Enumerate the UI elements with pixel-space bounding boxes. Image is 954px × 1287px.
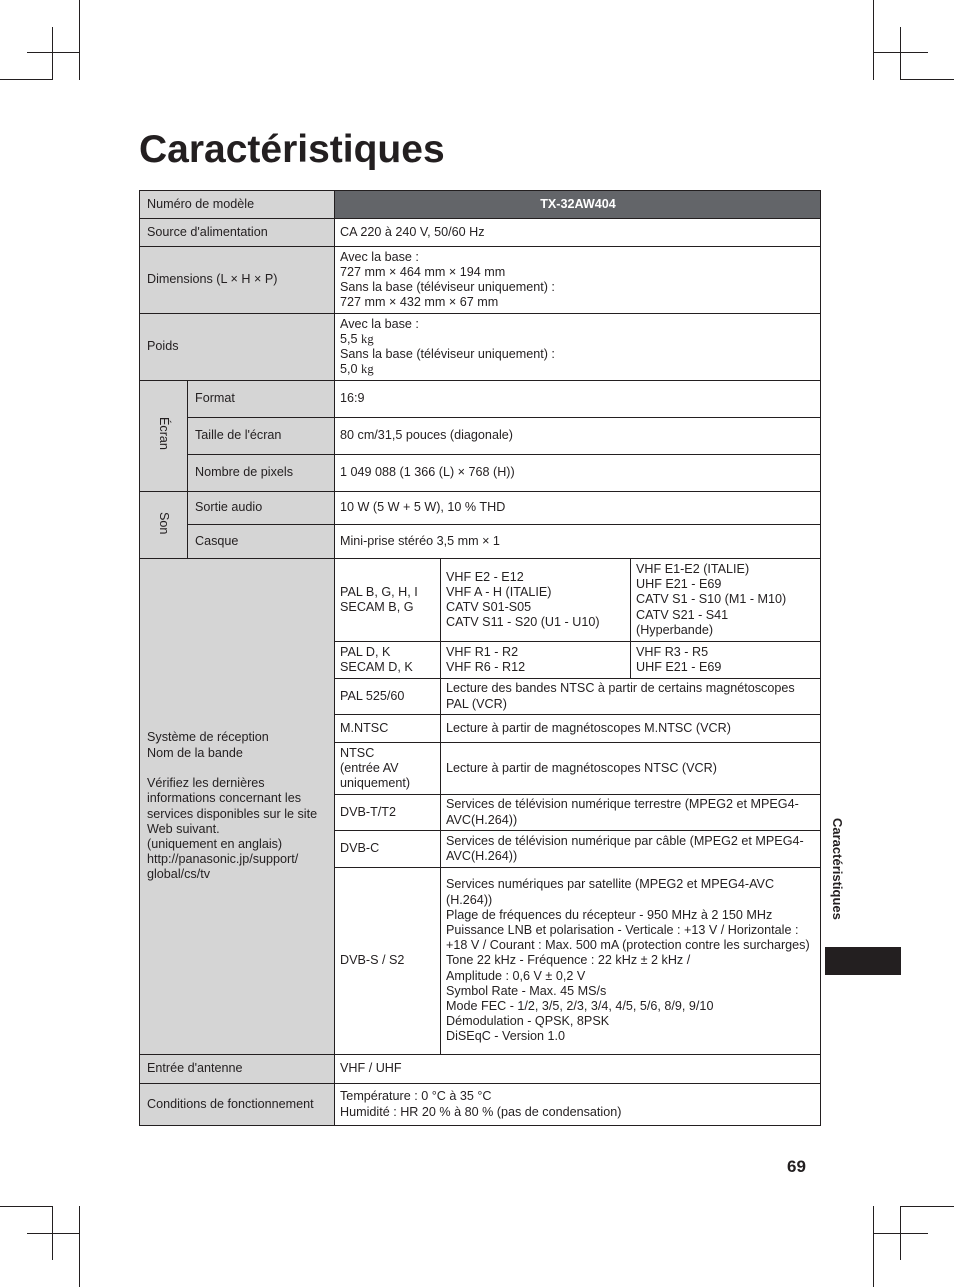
reception-system: DVB-T/T2: [335, 795, 441, 831]
weight-line: Avec la base :: [340, 316, 419, 331]
table-row: [140, 314, 821, 381]
table-row: [140, 191, 821, 219]
crop-mark: [873, 0, 874, 80]
section-side-label: Caractéristiques: [830, 818, 845, 920]
crop-mark: [900, 1206, 954, 1207]
audio-output-value: 10 W (5 W + 5 W), 10 % THD: [335, 492, 821, 525]
specifications-table: [139, 190, 821, 1126]
crop-mark: [52, 1206, 53, 1260]
crop-mark: [79, 1206, 80, 1287]
weight-label: Poids: [140, 314, 335, 381]
antenna-label: Entrée d'antenne: [140, 1055, 335, 1084]
power-label: Source d'alimentation: [140, 219, 335, 247]
dimensions-value: Avec la base : 727 mm × 464 mm × 194 mm Sans la base (téléviseur uniquement) : 727 mm × 432 mm × 67 mm: [335, 247, 821, 314]
crop-mark: [0, 1206, 53, 1207]
operating-value: Température : 0 °C à 35 °C Humidité : HR 20 % à 80 % (pas de condensation): [335, 1084, 821, 1126]
crop-mark: [79, 0, 80, 80]
crop-mark: [0, 79, 53, 80]
crop-mark: [900, 1206, 901, 1260]
reception-description: Services numériques par satellite (MPEG2 et MPEG4-AVC (H.264)) Plage de fréquences du récepteur - 950 MHz à 2 150 MHz Puissance LNB et polarisation - Verticale : +13 V / Horizontale : +18 V / Courant : Max. 500 mA (protection contre les surcharges) Tone 22 kHz - Fréquence : 22 kHz ± 2 kHz / Amplitude : 0,6 V ± 0,2 V Symbol Rate - Max. 45 MS/s Mode FEC - 1/2, 3/5, 2/3, 3/4, 4/5, 5/6, 8/9, 9/10 Démodulation - QPSK, 8PSK DiSEqC - Version 1.0: [441, 868, 821, 1055]
reception-description: Lecture à partir de magnétoscopes M.NTSC (VCR): [441, 715, 821, 743]
format-label: Format: [188, 381, 335, 418]
weight-unit: kg: [361, 362, 374, 377]
weight-line: 5,0: [340, 362, 362, 377]
weight-unit: kg: [361, 331, 374, 346]
reception-band: VHF R3 - R5 UHF E21 - E69: [631, 642, 821, 679]
headphone-value: Mini-prise stéréo 3,5 mm × 1: [335, 525, 821, 559]
table-row: [140, 455, 821, 492]
table-row: [140, 1084, 821, 1126]
weight-line: 5,5: [340, 331, 362, 346]
table-row: [140, 418, 821, 455]
table-row: [140, 525, 821, 559]
model-label: Numéro de modèle: [140, 191, 335, 219]
reception-system: NTSC (entrée AV uniquement): [335, 743, 441, 795]
crop-mark: [873, 1206, 874, 1287]
weight-value: [335, 314, 821, 381]
pixels-label: Nombre de pixels: [188, 455, 335, 492]
crop-mark: [52, 27, 53, 80]
format-value: 16:9: [335, 381, 821, 418]
table-row: [140, 1055, 821, 1084]
crop-mark: [27, 1233, 80, 1234]
reception-system: PAL 525/60: [335, 679, 441, 715]
reception-band: VHF R1 - R2 VHF R6 - R12: [441, 642, 631, 679]
reception-system: PAL D, K SECAM D, K: [335, 642, 441, 679]
reception-band: VHF E2 - E12 VHF A - H (ITALIE) CATV S01-S05 CATV S11 - S20 (U1 - U10): [441, 559, 631, 642]
antenna-value: VHF / UHF: [335, 1055, 821, 1084]
screen-size-label: Taille de l'écran: [188, 418, 335, 455]
table-row: [140, 247, 821, 314]
table-row: [140, 559, 821, 642]
section-tab-marker: [825, 947, 901, 975]
headphone-label: Casque: [188, 525, 335, 559]
page-number: 69: [787, 1157, 806, 1176]
table-row: [140, 492, 821, 525]
reception-system: DVB-S / S2: [335, 868, 441, 1055]
reception-label: Système de réception Nom de la bande Vérifiez les dernières informations concernant les services disponibles sur le site Web suivant. (uniquement en anglais) http://panasonic.jp/support/ global/cs/tv: [140, 559, 335, 1055]
crop-mark: [27, 52, 80, 53]
reception-description: Lecture à partir de magnétoscopes NTSC (VCR): [441, 743, 821, 795]
power-value: CA 220 à 240 V, 50/60 Hz: [335, 219, 821, 247]
dimensions-label: Dimensions (L × H × P): [140, 247, 335, 314]
audio-output-label: Sortie audio: [188, 492, 335, 525]
screen-group-label: Écran: [140, 381, 188, 492]
weight-line: Sans la base (téléviseur uniquement) :: [340, 347, 555, 361]
reception-system: M.NTSC: [335, 715, 441, 743]
pixels-value: 1 049 088 (1 366 (L) × 768 (H)): [335, 455, 821, 492]
crop-mark: [900, 27, 901, 80]
crop-mark: [900, 79, 954, 80]
operating-label: Conditions de fonctionnement: [140, 1084, 335, 1126]
reception-description: Services de télévision numérique terrestre (MPEG2 et MPEG4-AVC(H.264)): [441, 795, 821, 831]
model-number: TX-32AW404: [335, 191, 821, 219]
reception-description: Services de télévision numérique par câble (MPEG2 et MPEG4-AVC(H.264)): [441, 831, 821, 868]
reception-system: PAL B, G, H, I SECAM B, G: [335, 559, 441, 642]
table-row: [140, 219, 821, 247]
reception-system: DVB-C: [335, 831, 441, 868]
reception-band: VHF E1-E2 (ITALIE) UHF E21 - E69 CATV S1 - S10 (M1 - M10) CATV S21 - S41 (Hyperbande): [631, 559, 821, 642]
page-title: Caractéristiques: [139, 128, 445, 171]
sound-group-label: Son: [140, 492, 188, 559]
screen-size-value: 80 cm/31,5 pouces (diagonale): [335, 418, 821, 455]
reception-description: Lecture des bandes NTSC à partir de certains magnétoscopes PAL (VCR): [441, 679, 821, 715]
table-row: [140, 381, 821, 418]
